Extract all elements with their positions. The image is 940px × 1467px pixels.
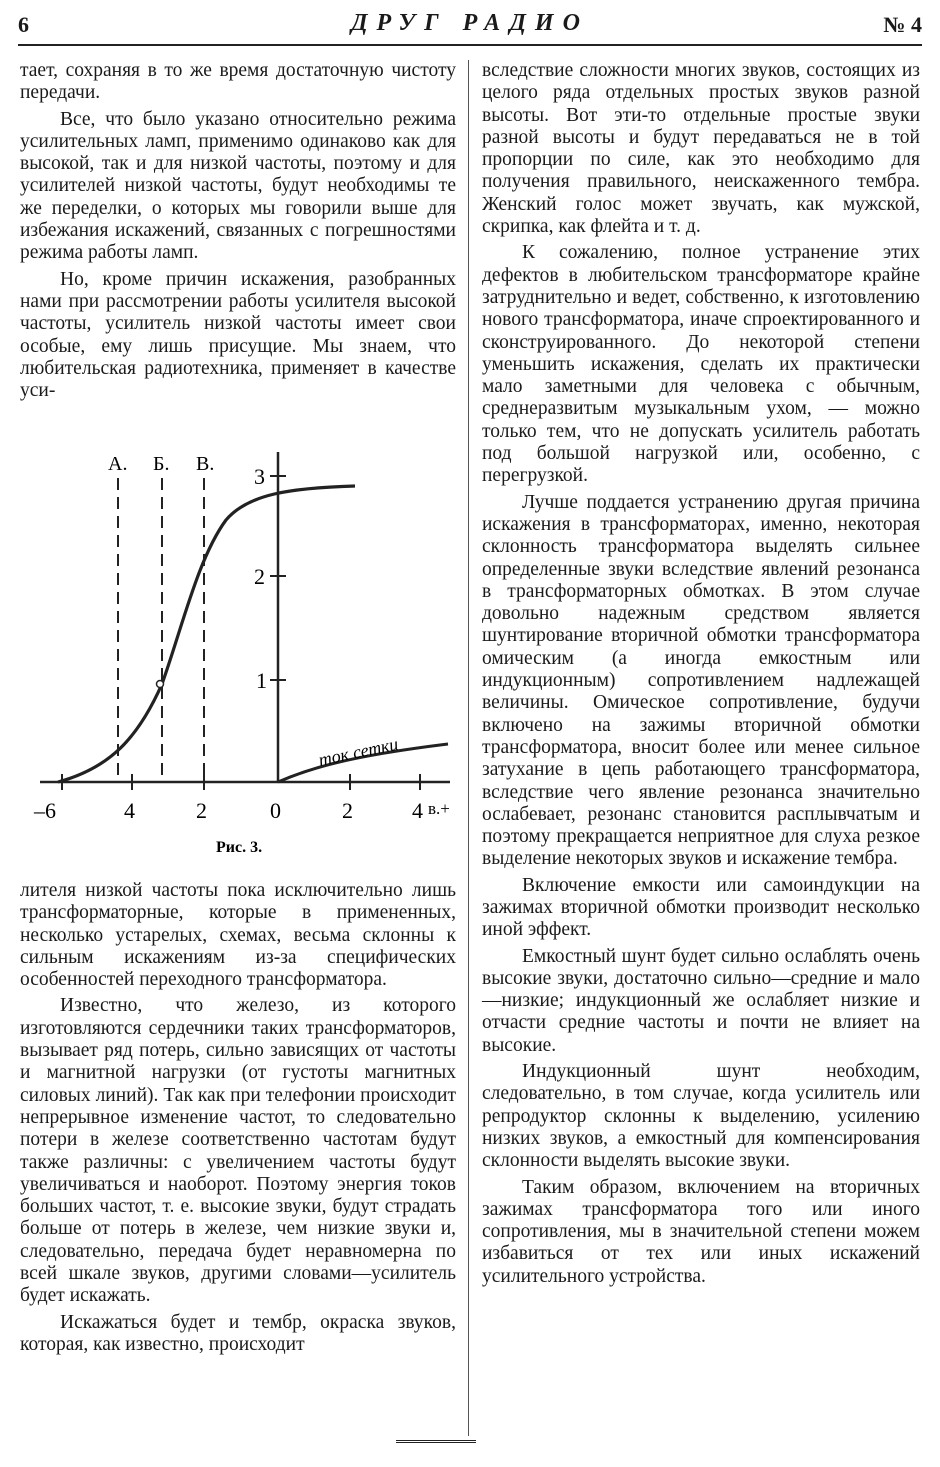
right-column <box>482 60 920 1288</box>
marker-label-a: А. <box>108 453 128 475</box>
paragraph: К сожалению, полное устранение этих дефектов в любительском трансформаторе крайне затруднительно и ведет, собственно, к изготовлению нового трансформатора, иначе спроектированного и сконструированного. До некоторой степени уменьшить искажения, сделать их практически мало заметными для человека с обычным, среднеразвитым музыкальным ухом, — можно только тем, что не допускать усилитель работать под большой нагрузкой или, особенно, с перегрузкой. <box>482 242 920 487</box>
x-tick-label: –6 <box>34 798 56 823</box>
left-column-top <box>20 60 456 402</box>
x-tick-label: 4 <box>412 798 423 823</box>
paragraph: лителя низкой частоты пока исключительно лишь трансформаторные, которые в примененных, несколько устарелых, схемах, весьма склонны к сильным искажениям из-за специфических особенностей переходного трансформатора. <box>20 880 456 991</box>
paragraph: Включение емкости или самоиндукции на зажимах вторичной обмотки производит несколько иной эффект. <box>482 874 920 941</box>
paragraph: вследствие сложности многих звуков, состоящих из целого ряда отдельных простых звуков разной высоты. Вот эти-то отдельные простые звуки разной высоты и будут передаваться не в той пропорции по силе, как это необходимо для получения правильного, неискаженного тембра. Женский голос может звучать, как мужской, скрипка, как флейта и т. д. <box>482 60 920 238</box>
paragraph: Но, кроме причин искажения, разобранных нами при рассмотрении работы усилителя высокой частоты, усилитель низкой частоты имеет свои особые, ему лишь присущие. Мы знаем, что любительская радиотехника, применяет в качестве уси- <box>20 268 456 402</box>
y-tick-label: 1 <box>256 668 267 693</box>
y-tick-label: 2 <box>254 564 265 589</box>
y-tick-label: 3 <box>254 464 265 489</box>
operating-point <box>157 681 164 688</box>
paragraph: Емкостный шунт будет сильно ослаблять очень высокие звуки, достаточно сильно—средние и мало—низкие; индукционный же ослабляет низкие и отчасти средние частоты и почти не влияет на высокие. <box>482 945 920 1056</box>
marker-label-b: Б. <box>153 453 170 475</box>
left-column-bottom <box>20 880 456 1356</box>
paragraph: Таким образом, включением на вторичных зажимах трансформатора того или иного сопротивления, мы в значительной степени можем избавиться от тех или иных искажений усилительного устройства. <box>482 1176 920 1287</box>
anode-characteristic-curve <box>58 486 355 782</box>
x-tick-label: 2 <box>342 798 353 823</box>
figure-caption: Рис. 3. <box>216 839 263 856</box>
page-header <box>18 8 922 40</box>
footer-ornament <box>396 1440 476 1443</box>
curve-label: ток сетки <box>316 733 400 770</box>
issue-number: № 4 <box>883 12 922 37</box>
paragraph: Искажаться будет и тембр, окраска звуков, которая, как известно, происходит <box>20 1311 456 1355</box>
paragraph: тает, сохраняя в то же время достаточную чистоту передачи. <box>20 60 456 104</box>
x-tick-label: 4 <box>124 798 135 823</box>
paragraph: Все, что было указано относительно режима усилительных ламп, применимо одинаково как для высокой, так и для низкой частоты, поэтому и для усилителей низкой частоты, будут необходимы те же переделки, о которых мы говорили выше для избежания искажений, связанных с погрешностями режима работы ламп. <box>20 108 456 264</box>
column-separator <box>468 60 469 1436</box>
paragraph: Лучше поддается устранению другая причина искажения в трансформаторах, именно, некоторая склонность трансформатора выделять сильнее определенные звуки вследствие явлений резонанса в трансформаторных обмотках. В этом случае довольно надежным средством является шунтирование вторичной обмотки трансформатора омическим (а иногда емкостным или индукционным) сопротивлением надлежащей величины. Омическое сопротивление, будучи включено на зажимы вторичной обмотки трансформатора, вносит более или менее сильное затухание в цепь работающего трансформатора, вследствие чего явление резонанса значительно ослабевает, резонанс становится расплывчатым и поэтому прекращается неприятное для слуха резкое выделение некоторых звуков и искажение тембра. <box>482 491 920 870</box>
magazine-title: ДРУГ РАДИО <box>351 10 589 36</box>
x-tick-label: 2 <box>196 798 207 823</box>
x-unit-label: в.+ <box>428 799 450 818</box>
header-rule <box>18 44 922 46</box>
page-number: 6 <box>18 12 29 37</box>
paragraph: Индукционный шунт необходим, следовательно, в том случае, когда усилитель или репродуктор склонны к выделению, усилению низких звуков, а емкостный для компенсирования склонности выделять высокие звуки. <box>482 1061 920 1172</box>
marker-label-v: В. <box>196 453 215 475</box>
paragraph: Известно, что железо, из которого изготовляются сердечники таких трансформаторов, вызывает ряд потерь, сильно зависящих от частоты и магнитной нагрузки (от густоты магнитных силовых линий). Так как при телефонии происходит непрерывное изменение частот, то следовательно потери в железе соответственно частотам будут также различны: с увеличением частоты будут увеличиваться и наоборот. Поэтому энергия токов больших частот, т. е. высокие звуки, будут страдать больше от потерь в железе, чем низкие звуки и, следовательно, передача будет неравномерна по всей шкале звуков, другими словами—усилитель будет искажать. <box>20 995 456 1307</box>
x-tick-label: 0 <box>270 798 281 823</box>
figure-grid-current-curve <box>20 448 460 868</box>
